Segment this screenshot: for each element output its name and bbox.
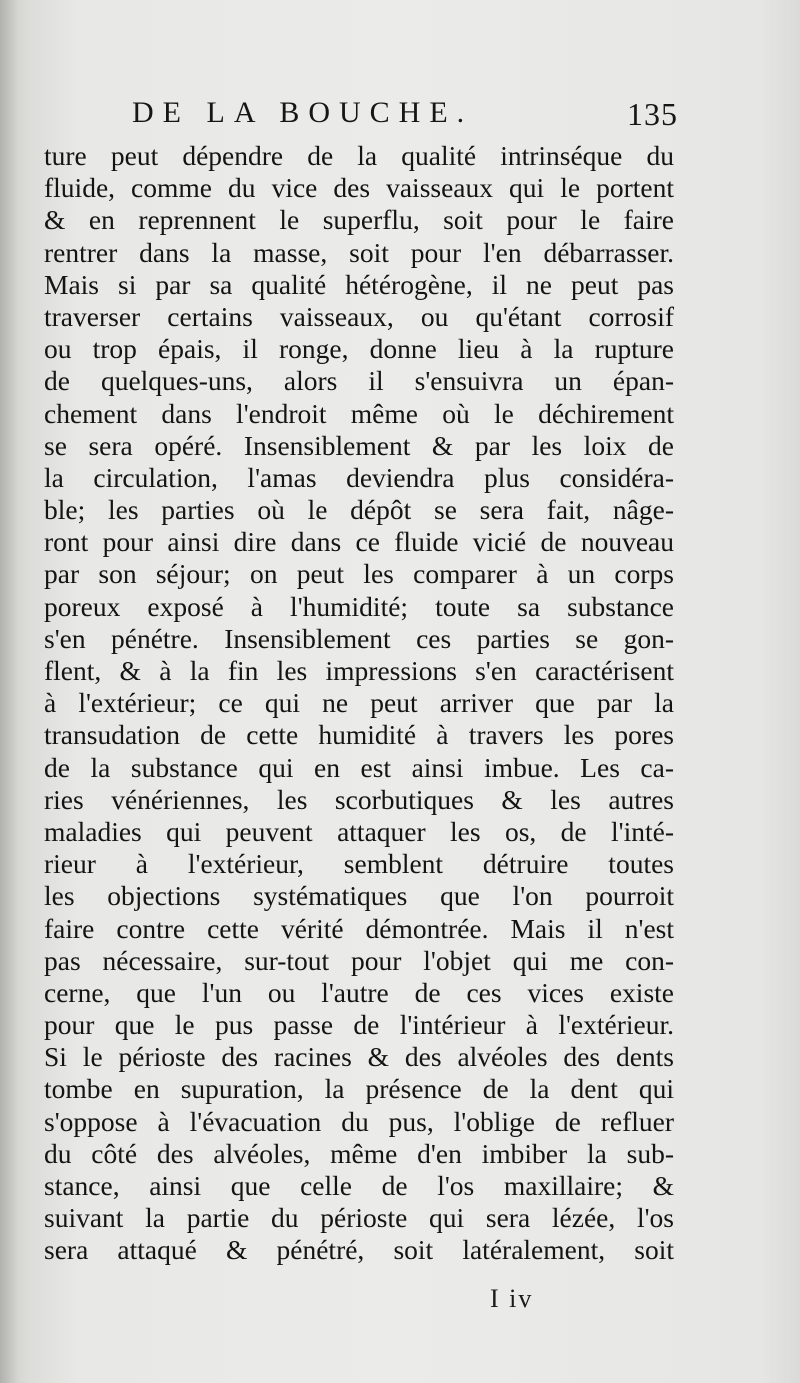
running-title: DE LA BOUCHE. [132, 96, 474, 129]
text-line: poreux exposé à l'humidité; toute sa substance [44, 590, 674, 622]
text-line: de quelques-uns, alors il s'ensuivra un épan- [44, 365, 674, 397]
text-line: ou trop épais, il ronge, donne lieu à la rupture [44, 333, 674, 365]
running-head [48, 96, 678, 136]
text-line: fluide, comme du vice des vaisseaux qui le portent [44, 172, 674, 204]
text-line: de la substance qui en est ainsi imbue. Les ca- [44, 751, 674, 783]
text-line: s'en pénétre. Insensiblement ces parties se gon- [44, 622, 674, 654]
text-line: pas nécessaire, sur-tout pour l'objet qui me con- [44, 944, 674, 976]
text-line: la circulation, l'amas deviendra plus considéra- [44, 461, 674, 493]
text-line: traverser certains vaisseaux, ou qu'étant corrosif [44, 300, 674, 332]
text-line: chement dans l'endroit même où le déchirement [44, 397, 674, 429]
text-line: transudation de cette humidité à travers les pores [44, 719, 674, 751]
text-line: du côté des alvéoles, même d'en imbiber la sub- [44, 1137, 674, 1169]
text-line: suivant la partie du périoste qui sera lézée, l'os [44, 1202, 674, 1234]
text-line: flent, & à la fin les impressions s'en caractérisent [44, 655, 674, 686]
text-line: rieur à l'extérieur, semblent détruire toutes [44, 848, 674, 880]
text-line: à l'extérieur; ce qui ne peut arriver que par la [44, 687, 674, 719]
text-line: Mais si par sa qualité hétérogène, il ne peut pas [44, 268, 674, 300]
text-line: ble; les parties où le dépôt se sera fait, nâge- [44, 494, 674, 526]
text-line: s'oppose à l'évacuation du pus, l'oblige de refluer [44, 1105, 674, 1137]
text-line: se sera opéré. Insensiblement & par les loix de [44, 429, 674, 461]
text-line: les objections systématiques que l'on pourroit [44, 880, 674, 912]
text-line: cerne, que l'un ou l'autre de ces vices existe [44, 976, 674, 1008]
text-line: rentrer dans la masse, soit pour l'en débarrasser. [44, 236, 674, 268]
text-line: stance, ainsi que celle de l'os maxillaire; & [44, 1170, 674, 1201]
text-line: Si le périoste des racines & des alvéoles des dents [44, 1041, 674, 1073]
text-line: ront pour ainsi dire dans ce fluide vicié de nouveau [44, 526, 674, 558]
text-line: faire contre cette vérité démontrée. Mais il n'est [44, 912, 674, 944]
text-line: maladies qui peuvent attaquer les os, de l'inté- [44, 815, 674, 847]
text-line: pour que le pus passe de l'intérieur à l'extérieur. [44, 1009, 674, 1041]
binding-gutter-shadow [0, 0, 18, 1383]
page-number: 135 [627, 96, 678, 132]
text-line: sera attaqué & pénétré, soit latéralement, soit [44, 1234, 674, 1266]
text-line: tombe en supuration, la présence de la dent qui [44, 1073, 674, 1105]
text-line: par son séjour; on peut les comparer à un corps [44, 558, 674, 590]
text-line: ries vénériennes, les scorbutiques & les autres [44, 783, 674, 815]
signature-mark: I iv [490, 1284, 534, 1313]
text-line: ture peut dépendre de la qualité intrinséque du [44, 140, 674, 171]
body-text [44, 140, 674, 1267]
text-line: & en reprennent le superflu, soit pour le faire [44, 204, 674, 236]
